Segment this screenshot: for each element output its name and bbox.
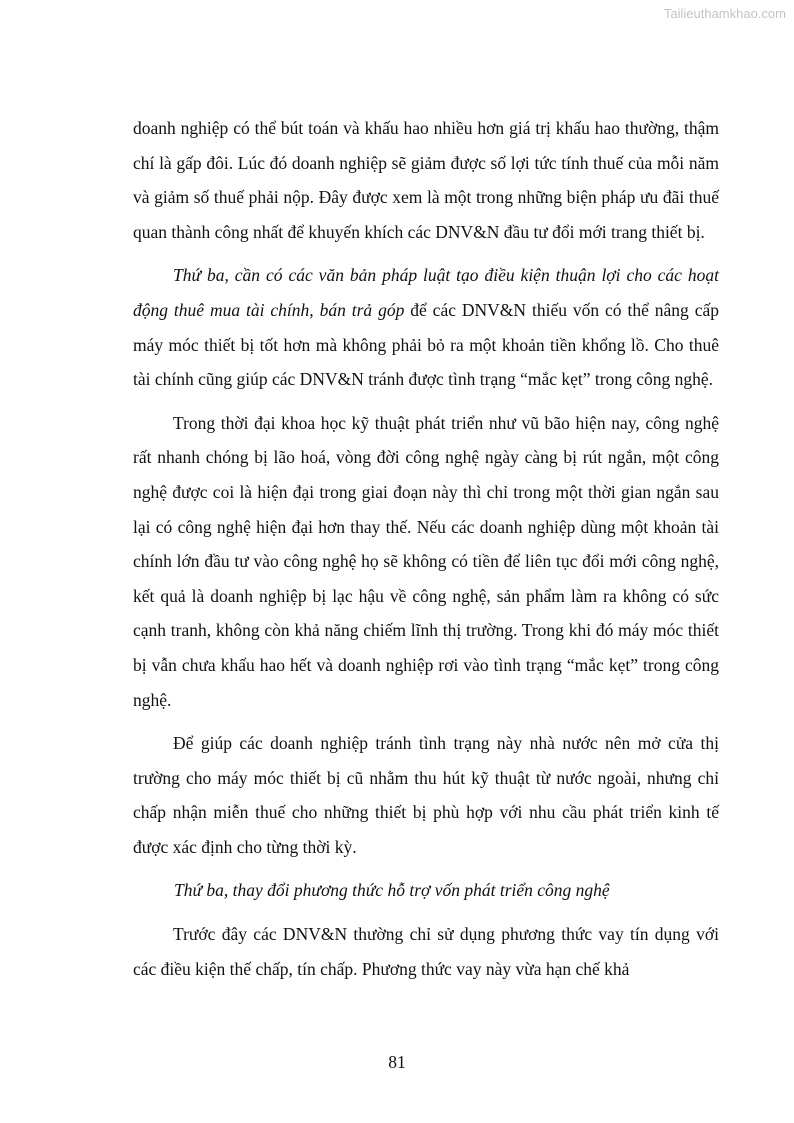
paragraph-2-text: để các DNV&N thiếu vốn có thể nâng cấp máy móc thiết bị tốt hơn mà không phải bỏ ra một khoản tiền khổng lồ. Cho thuê tài chính cũng giúp các DNV&N tránh được tình trạng “mắc kẹt” trong công nghệ. — [133, 299, 719, 390]
section-heading: Thứ ba, thay đổi phương thức hỗ trợ vốn phát triển công nghệ — [174, 880, 610, 901]
page-number: 81 — [388, 1052, 406, 1072]
paragraph-2 — [133, 258, 719, 396]
paragraph-1: doanh nghiệp có thể bút toán và khấu hao nhiều hơn giá trị khấu hao thường, thậm chí là gấp đôi. Lúc đó doanh nghiệp sẽ giảm được số lợi tức tính thuế của mỗi năm và giảm số thuế phải nộp. Đây được xem là một trong những biện pháp ưu đãi thuế quan thành công nhất để khuyến khích các DNV&N đầu tư đổi mới trang thiết bị. — [133, 118, 719, 242]
paragraph-4: Để giúp các doanh nghiệp tránh tình trạng này nhà nước nên mở cửa thị trường cho máy móc thiết bị cũ nhằm thu hút kỹ thuật từ nước ngoài, nhưng chỉ chấp nhận miễn thuế cho những thiết bị phù hợp với nhu cầu phát triển kinh tế được xác định cho từng thời kỳ. — [133, 733, 719, 857]
document-body — [133, 111, 719, 986]
paragraph-2-italic: Thứ ba, cần có các văn bản pháp luật tạo điều kiện thuận lợi cho các hoạt động thuê mua tài chính, bán trả góp — [133, 265, 719, 320]
paragraph-3: Trong thời đại khoa học kỹ thuật phát triển như vũ bão hiện nay, công nghệ rất nhanh chóng bị lão hoá, vòng đời công nghệ ngày càng bị rút ngắn, một công nghệ được coi là hiện đại trong giai đoạn này thì chỉ trong một thời gian ngắn sau lại có công nghệ hiện đại hơn thay thế. Nếu các doanh nghiệp dùng một khoản tài chính lớn đầu tư vào công nghệ họ sẽ không có tiền để liên tục đổi mới công nghệ, kết quả là doanh nghiệp bị lạc hậu về công nghệ, sản phẩm làm ra không có sức cạnh tranh, không còn khả năng chiếm lĩnh thị trường. Trong khi đó máy móc thiết bị vẫn chưa khấu hao hết và doanh nghiệp rơi vào tình trạng “mắc kẹt” trong công nghệ. — [133, 412, 719, 710]
watermark: Tailieuthamkhao.com — [663, 6, 786, 21]
paragraph-5: Trước đây các DNV&N thường chỉ sử dụng phương thức vay tín dụng với các điều kiện thế chấp, tín chấp. Phương thức vay này vừa hạn chế khả — [133, 924, 719, 979]
